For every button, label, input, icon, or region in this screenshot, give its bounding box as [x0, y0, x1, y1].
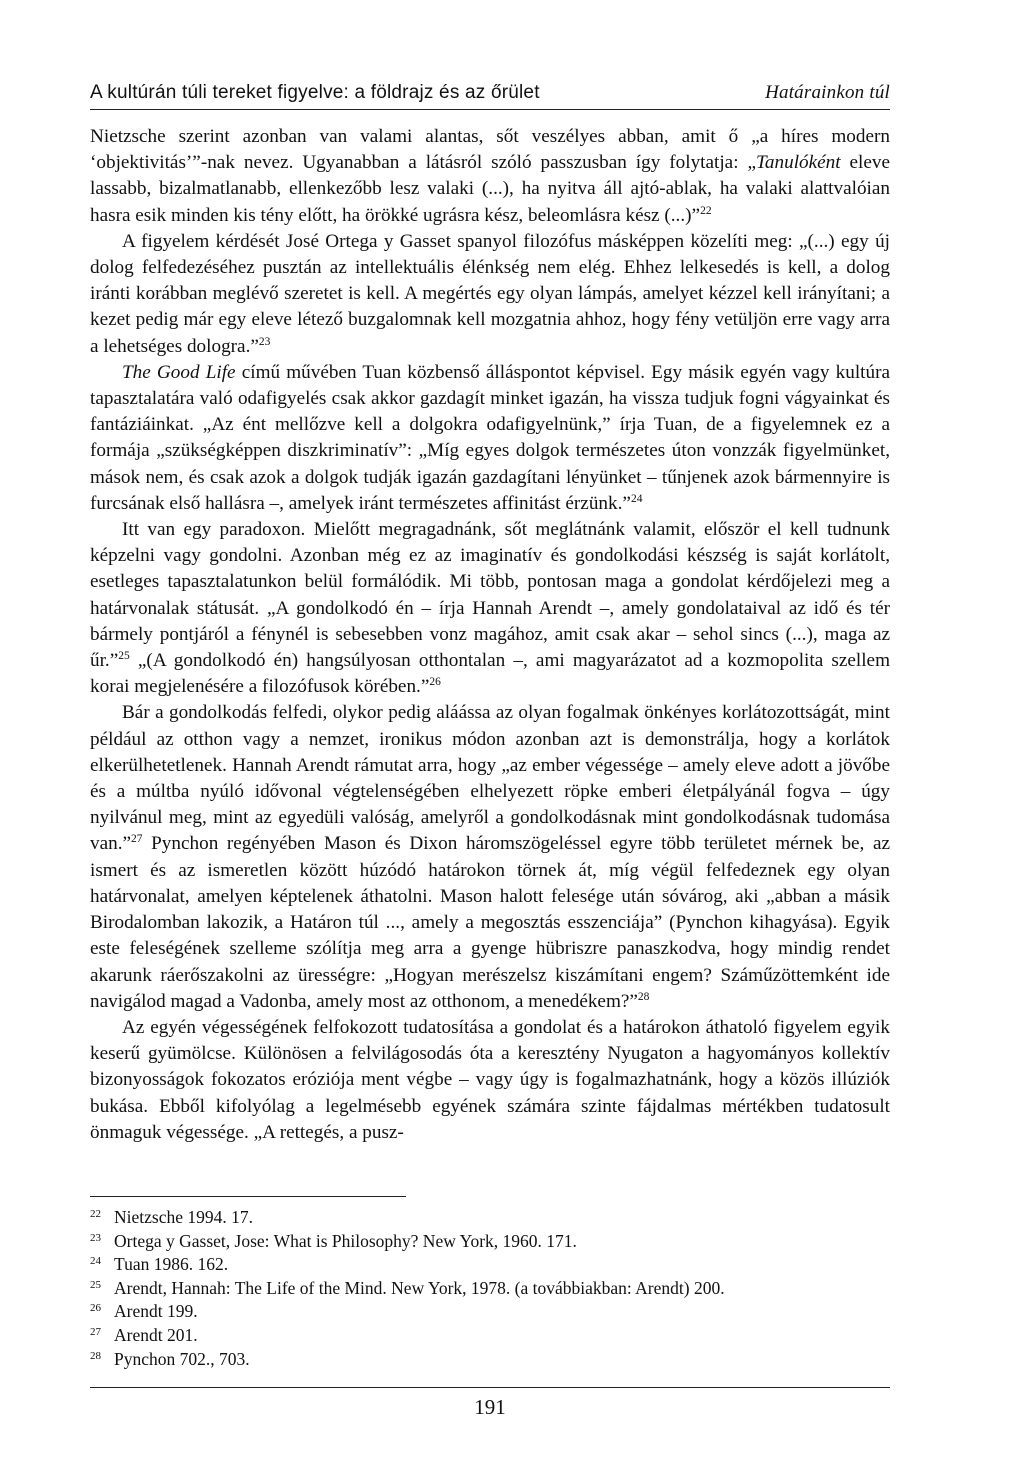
footnote-ref: 24: [630, 492, 643, 505]
header-section: Határainkon túl: [765, 82, 890, 103]
body-text: [90, 124, 890, 1146]
footnote: 28 Pynchon 702., 703.: [90, 1348, 250, 1369]
footnote: 22 Nietzsche 1994. 17.: [90, 1207, 253, 1227]
footnote-ref: 25: [118, 650, 130, 663]
footnote-ref: 28: [637, 990, 650, 1003]
footnote-text: Tuan 1986. 162.: [114, 1254, 229, 1275]
running-header: [90, 82, 890, 104]
page-number: 191: [474, 1395, 506, 1419]
footnote-text: Ortega y Gasset, Jose: What is Philosophy? New York, 1960. 171.: [114, 1230, 577, 1251]
footnote-separator: [90, 1196, 406, 1197]
footnote-text: Pynchon 702., 703.: [114, 1348, 250, 1369]
header-rule: [90, 109, 890, 110]
footnote-ref: 27: [131, 833, 143, 846]
paragraph: [90, 124, 890, 229]
text-run: Nietzsche szerint azonban van valami alantas, sőt veszélyes abban, amit ő „a híres modern ‘objektivitás’”-nak nevez. Ugyanabban a látásról szóló passzusban így folytatja: „: [90, 126, 890, 174]
italic-text: The Good Life: [122, 361, 236, 383]
footnote-ref: 22: [700, 204, 712, 217]
text-run: „(A gondolkodó én) hangsúlyosan otthontalan –, ami magyarázatot ad a kozmopolita szellem korai megjelenésére a filozófusok körében.”: [90, 650, 890, 698]
text-run: A figyelem kérdését José Ortega y Gasset spanyol filozófus másképpen közelíti meg: „(...) egy új dolog felfedezéséhez pusztán az intellektuális élénkség nem elég. Ehhez lelkesedés is kell, a dolog iránti korábban meglévő szeretet is kell. A megértés egy olyan lámpás, amelyet kézzel kell irányítani; a kezet pedig már egy eleve létező buzgalomnak kell mozgatnia ahhoz, hogy fény vetüljön erre vagy arra a lehetséges dologra.”: [90, 230, 890, 357]
footnote-text: Nietzsche 1994. 17.: [114, 1207, 253, 1227]
footnote-text: Arendt 201.: [114, 1324, 198, 1345]
paragraph: [90, 229, 890, 360]
paragraph: [90, 700, 890, 1014]
footnote: 24 Tuan 1986. 162.: [90, 1254, 229, 1275]
text-run: Az egyén végességének felfokozott tudatosítása a gondolat és a határokon áthatoló figyelem egyik keserű gyümölcse. Különösen a felvilágosodás óta a keresztény Nyugaton a hagyományos kollektív bizonyosságok fokozatos eróziója ment végbe – vagy úgy is fogalmazhatnánk, hogy a közös illúziók bukása. Ebből kifolyólag a legelmésebb egyének számára szinte fájdalmas mértékben tudatosult önmaguk végessége. „A rettegés, a pusz-: [90, 1016, 890, 1143]
footnote: 27 Arendt 201.: [90, 1324, 198, 1345]
bottom-rule: [90, 1387, 890, 1388]
text-run: Bár a gondolkodás felfedi, olykor pedig aláássa az olyan fogalmak önkényes korlátozottságát, mint például az otthon vagy a nemzet, ironikus módon azonban azt is demonstrálja, hogy a korlátok elkerülhetetlenek. Hannah Arendt rámutat arra, hogy „az ember végessége – amely eleve adott a jövőbe és a múltba nyúló idővonal végtelenségében elhelyezett röpke emberi életpályánál fogva – úgy nyilvánul meg, mint az egyedüli valóság, amelyről a gondolkodásnak mint gondolkodásnak tudomása van.”: [90, 702, 890, 855]
paragraph: [90, 1015, 890, 1146]
text-run: Itt van egy paradoxon. Mielőtt megragadnánk, sőt meglátnánk valamit, először el kell tudnunk képzelni vagy gondolni. Azonban még ez az imaginatív és gondolkodási készség is saját korlátolt, esetleges tapasztalatunkon belül formálódik. Mi több, pontosan maga a gondolat kérdőjelezi meg a határvonalak státusát. „A gondolkodó én – írja Hannah Arendt –, amely gondolataival az idő és tér bármely pontjáról a fénynél is sebesebben vonz magához, amit csak akar – sehol sincs (...), maga az űr.”: [90, 519, 890, 672]
footnote-text: Arendt, Hannah: The Life of the Mind. New York, 1978. (a továbbiakban: Arendt) 200.: [114, 1277, 725, 1298]
footnote-text: Arendt 199.: [114, 1301, 198, 1322]
text-run: eleve lassabb, bizalmatlanabb, ellenkezőbb lesz valaki (...), ha nyitva áll ajtó-ablak, ha valaki alattvalóian hasra esik minden kis tény előtt, ha örökké ugrásra kész, beleomlásra kész (...)”: [90, 152, 890, 226]
footnotes: [90, 1206, 890, 1371]
footnote-ref: 26: [429, 676, 441, 689]
footnote: 26 Arendt 199.: [90, 1301, 198, 1322]
text-run: Pynchon regényében Mason és Dixon háromszögeléssel egyre több területet mérnek be, az ismert és az ismeretlen között húzódó határokon törnek át, míg végül felfedeznek egy olyan határvonalat, amelyen képtelenek áthatolni. Mason halott felesége után sóvárog, aki „abban a másik Birodalomban lakozik, a Határon túl ..., amely a megosztás esszenciája” (Pynchon kihagyása). Egyik este feleségének szelleme szólítja meg arra a gyenge hübriszre panaszkodva, hogy mindig rendet akarunk ráerőszakolni az ürességre: „Hogyan merészelsz kiszámítani engem? Száműzöttemként ide navigálod magad a Vadonba, amely most az otthonom, a menedékem?”: [90, 833, 890, 1012]
paragraph: [90, 360, 890, 517]
footnote: 23 Ortega y Gasset, Jose: What is Philosophy? New York, 1960. 171.: [90, 1230, 577, 1251]
footnote: 25 Arendt, Hannah: The Life of the Mind. New York, 1978. (a továbbiakban: Arendt) 200.: [90, 1277, 725, 1298]
italic-text: Tanulóként: [756, 152, 841, 174]
book-page: [90, 0, 890, 1466]
header-title: A kultúrán túli tereket figyelve: a földrajz és az őrület: [90, 82, 540, 103]
paragraph: [90, 517, 890, 700]
footnote-ref: 23: [258, 335, 271, 348]
text-run: című művében Tuan közbenső álláspontot képvisel. Egy másik egyén vagy kultúra tapasztalatára való odafigyelés csak akkor gazdagít minket igazán, ha vissza tudjuk fogni vágyainkat és fantáziáinkat. „Az ént mellőzve kell a dolgokra odafigyelnünk,” írja Tuan, de a figyelemnek ez a formája „szükségképpen diszkriminatív”: „Míg egyes dolgok természetes úton vonzzák figyelmünket, mások nem, és csak azok a dolgok tudják igazán gazdagítani lényünket – tűnjenek azok bármennyire is furcsának első hallásra –, amelyek iránt természetes affinitást érzünk.”: [90, 361, 890, 514]
